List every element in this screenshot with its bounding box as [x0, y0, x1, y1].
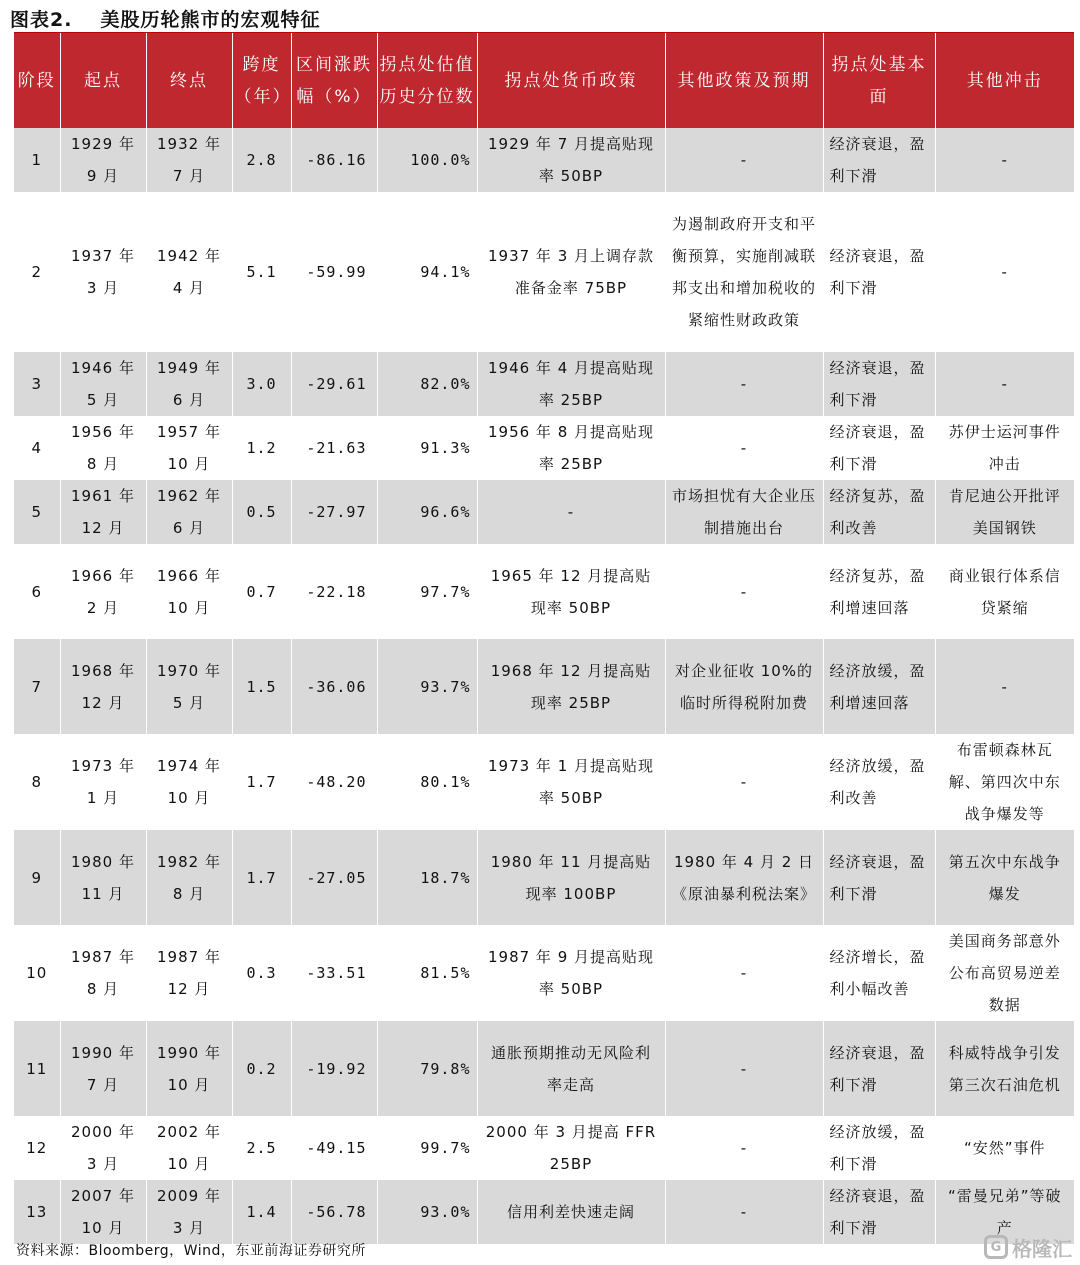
header-fundamentals: 拐点处基本面	[823, 33, 935, 128]
cell-change: -27.05	[291, 830, 377, 925]
source-note: 资料来源：Bloomberg，Wind，东亚前海证券研究所	[16, 1243, 366, 1259]
cell-end: 1957 年 10 月	[146, 416, 232, 480]
cell-stage: 10	[14, 925, 60, 1021]
cell-other-shocks: 苏伊士运河事件冲击	[935, 416, 1074, 480]
cell-end: 2002 年 10 月	[146, 1116, 232, 1180]
cell-stage: 13	[14, 1180, 60, 1244]
figure-title-text: 美股历轮熊市的宏观特征	[100, 9, 321, 31]
cell-stage: 4	[14, 416, 60, 480]
table-row	[14, 544, 1074, 639]
table-row	[14, 830, 1074, 925]
cell-monetary: -	[477, 480, 665, 544]
cell-start: 1956 年 8 月	[60, 416, 146, 480]
table-row	[14, 128, 1074, 192]
bear-market-table	[14, 33, 1074, 1244]
cell-valuation: 97.7%	[377, 544, 477, 639]
cell-monetary: 1965 年 12 月提高贴现率 50BP	[477, 544, 665, 639]
cell-monetary: 1929 年 7 月提高贴现率 50BP	[477, 128, 665, 192]
cell-span: 1.7	[232, 830, 291, 925]
cell-fundamentals: 经济衰退，盈利下滑	[823, 128, 935, 192]
cell-end: 1982 年 8 月	[146, 830, 232, 925]
cell-fundamentals: 经济增长，盈利小幅改善	[823, 925, 935, 1021]
cell-change: -33.51	[291, 925, 377, 1021]
cell-span: 0.7	[232, 544, 291, 639]
cell-other-shocks: 商业银行体系信贷紧缩	[935, 544, 1074, 639]
data-table-wrap	[14, 32, 1074, 1239]
cell-span: 0.2	[232, 1021, 291, 1116]
cell-span: 2.8	[232, 128, 291, 192]
cell-stage: 11	[14, 1021, 60, 1116]
cell-span: 1.2	[232, 416, 291, 480]
cell-fundamentals: 经济衰退，盈利下滑	[823, 830, 935, 925]
cell-fundamentals: 经济衰退，盈利下滑	[823, 192, 935, 352]
table-row	[14, 480, 1074, 544]
cell-other-shocks: 肯尼迪公开批评美国钢铁	[935, 480, 1074, 544]
cell-span: 5.1	[232, 192, 291, 352]
cell-span: 0.3	[232, 925, 291, 1021]
cell-start: 1968 年 12 月	[60, 639, 146, 734]
cell-start: 1987 年 8 月	[60, 925, 146, 1021]
header-end: 终点	[146, 33, 232, 128]
header-valuation: 拐点处估值历史分位数	[377, 33, 477, 128]
cell-fundamentals: 经济衰退，盈利下滑	[823, 416, 935, 480]
table-row	[14, 1180, 1074, 1244]
cell-monetary: 1987 年 9 月提高贴现率 50BP	[477, 925, 665, 1021]
cell-fundamentals: 经济放缓，盈利增速回落	[823, 639, 935, 734]
cell-other-shocks: -	[935, 192, 1074, 352]
cell-span: 2.5	[232, 1116, 291, 1180]
cell-stage: 8	[14, 734, 60, 830]
cell-start: 1973 年 1 月	[60, 734, 146, 830]
cell-start: 1990 年 7 月	[60, 1021, 146, 1116]
cell-end: 2009 年 3 月	[146, 1180, 232, 1244]
cell-start: 1946 年 5 月	[60, 352, 146, 416]
cell-fundamentals: 经济衰退，盈利下滑	[823, 1180, 935, 1244]
watermark-logo-icon: G	[984, 1235, 1008, 1259]
cell-change: -48.20	[291, 734, 377, 830]
cell-valuation: 79.8%	[377, 1021, 477, 1116]
header-change: 区间涨跌幅（%）	[291, 33, 377, 128]
cell-start: 2000 年 3 月	[60, 1116, 146, 1180]
cell-other-shocks: -	[935, 128, 1074, 192]
cell-other-policy: -	[665, 416, 823, 480]
table-row	[14, 192, 1074, 352]
table-row	[14, 1021, 1074, 1116]
cell-monetary: 通胀预期推动无风险利率走高	[477, 1021, 665, 1116]
cell-monetary: 1968 年 12 月提高贴现率 25BP	[477, 639, 665, 734]
cell-valuation: 91.3%	[377, 416, 477, 480]
table-row	[14, 416, 1074, 480]
cell-monetary: 1980 年 11 月提高贴现率 100BP	[477, 830, 665, 925]
cell-change: -19.92	[291, 1021, 377, 1116]
cell-fundamentals: 经济复苏，盈利改善	[823, 480, 935, 544]
cell-change: -49.15	[291, 1116, 377, 1180]
cell-change: -29.61	[291, 352, 377, 416]
cell-fundamentals: 经济复苏，盈利增速回落	[823, 544, 935, 639]
cell-other-policy: -	[665, 925, 823, 1021]
table-row	[14, 639, 1074, 734]
cell-change: -36.06	[291, 639, 377, 734]
cell-monetary: 1956 年 8 月提高贴现率 25BP	[477, 416, 665, 480]
cell-end: 1990 年 10 月	[146, 1021, 232, 1116]
cell-end: 1974 年 10 月	[146, 734, 232, 830]
cell-fundamentals: 经济衰退，盈利下滑	[823, 1021, 935, 1116]
cell-span: 1.7	[232, 734, 291, 830]
table-row	[14, 352, 1074, 416]
cell-other-policy: 1980 年 4 月 2 日《原油暴利税法案》	[665, 830, 823, 925]
cell-monetary: 1937 年 3 月上调存款准备金率 75BP	[477, 192, 665, 352]
cell-end: 1932 年 7 月	[146, 128, 232, 192]
cell-stage: 12	[14, 1116, 60, 1180]
cell-change: -27.97	[291, 480, 377, 544]
cell-end: 1949 年 6 月	[146, 352, 232, 416]
header-other-shocks: 其他冲击	[935, 33, 1074, 128]
cell-span: 0.5	[232, 480, 291, 544]
table-row	[14, 734, 1074, 830]
cell-change: -56.78	[291, 1180, 377, 1244]
cell-other-policy: 市场担忧有大企业压制措施出台	[665, 480, 823, 544]
cell-valuation: 100.0%	[377, 128, 477, 192]
cell-start: 1929 年 9 月	[60, 128, 146, 192]
cell-other-shocks: “安然”事件	[935, 1116, 1074, 1180]
figure-title	[10, 8, 320, 32]
cell-change: -22.18	[291, 544, 377, 639]
cell-end: 1970 年 5 月	[146, 639, 232, 734]
cell-stage: 2	[14, 192, 60, 352]
cell-fundamentals: 经济衰退，盈利下滑	[823, 352, 935, 416]
cell-change: -86.16	[291, 128, 377, 192]
cell-valuation: 81.5%	[377, 925, 477, 1021]
cell-start: 1961 年 12 月	[60, 480, 146, 544]
cell-valuation: 96.6%	[377, 480, 477, 544]
cell-start: 1937 年 3 月	[60, 192, 146, 352]
cell-other-policy: -	[665, 1021, 823, 1116]
table-header-row	[14, 33, 1074, 128]
cell-other-shocks: “雷曼兄弟”等破产	[935, 1180, 1074, 1244]
cell-valuation: 93.0%	[377, 1180, 477, 1244]
header-start: 起点	[60, 33, 146, 128]
table-row	[14, 1116, 1074, 1180]
cell-other-policy: -	[665, 544, 823, 639]
cell-end: 1962 年 6 月	[146, 480, 232, 544]
cell-valuation: 99.7%	[377, 1116, 477, 1180]
cell-other-shocks: 美国商务部意外公布高贸易逆差数据	[935, 925, 1074, 1021]
watermark-text: 格隆汇	[1012, 1236, 1072, 1261]
cell-start: 2007 年 10 月	[60, 1180, 146, 1244]
cell-monetary: 1973 年 1 月提高贴现率 50BP	[477, 734, 665, 830]
cell-stage: 1	[14, 128, 60, 192]
cell-stage: 9	[14, 830, 60, 925]
cell-span: 1.5	[232, 639, 291, 734]
cell-change: -21.63	[291, 416, 377, 480]
header-monetary: 拐点处货币政策	[477, 33, 665, 128]
cell-start: 1966 年 2 月	[60, 544, 146, 639]
cell-end: 1942 年 4 月	[146, 192, 232, 352]
cell-stage: 3	[14, 352, 60, 416]
cell-other-policy: 为遏制政府开支和平衡预算，实施削减联邦支出和增加税收的紧缩性财政政策	[665, 192, 823, 352]
cell-fundamentals: 经济放缓，盈利下滑	[823, 1116, 935, 1180]
cell-other-shocks: 第五次中东战争爆发	[935, 830, 1074, 925]
cell-span: 1.4	[232, 1180, 291, 1244]
cell-other-policy: -	[665, 1180, 823, 1244]
cell-monetary: 2000 年 3 月提高 FFR25BP	[477, 1116, 665, 1180]
table-row	[14, 925, 1074, 1021]
cell-stage: 7	[14, 639, 60, 734]
cell-valuation: 18.7%	[377, 830, 477, 925]
cell-other-shocks: 科威特战争引发第三次石油危机	[935, 1021, 1074, 1116]
cell-end: 1966 年 10 月	[146, 544, 232, 639]
header-span: 跨度（年）	[232, 33, 291, 128]
cell-valuation: 82.0%	[377, 352, 477, 416]
cell-span: 3.0	[232, 352, 291, 416]
cell-other-policy: 对企业征收 10%的临时所得税附加费	[665, 639, 823, 734]
cell-valuation: 80.1%	[377, 734, 477, 830]
cell-other-policy: -	[665, 352, 823, 416]
cell-fundamentals: 经济放缓，盈利改善	[823, 734, 935, 830]
header-stage: 阶段	[14, 33, 60, 128]
cell-other-shocks: 布雷顿森林瓦解、第四次中东战争爆发等	[935, 734, 1074, 830]
cell-other-policy: -	[665, 1116, 823, 1180]
cell-valuation: 93.7%	[377, 639, 477, 734]
cell-start: 1980 年 11 月	[60, 830, 146, 925]
cell-other-shocks: -	[935, 639, 1074, 734]
cell-valuation: 94.1%	[377, 192, 477, 352]
watermark	[984, 1232, 1072, 1262]
cell-monetary: 信用利差快速走阔	[477, 1180, 665, 1244]
cell-other-policy: -	[665, 734, 823, 830]
header-other-policy: 其他政策及预期	[665, 33, 823, 128]
cell-other-shocks: -	[935, 352, 1074, 416]
figure-label: 图表2.	[10, 9, 73, 31]
cell-stage: 5	[14, 480, 60, 544]
cell-monetary: 1946 年 4 月提高贴现率 25BP	[477, 352, 665, 416]
cell-change: -59.99	[291, 192, 377, 352]
cell-end: 1987 年 12 月	[146, 925, 232, 1021]
cell-stage: 6	[14, 544, 60, 639]
cell-other-policy: -	[665, 128, 823, 192]
